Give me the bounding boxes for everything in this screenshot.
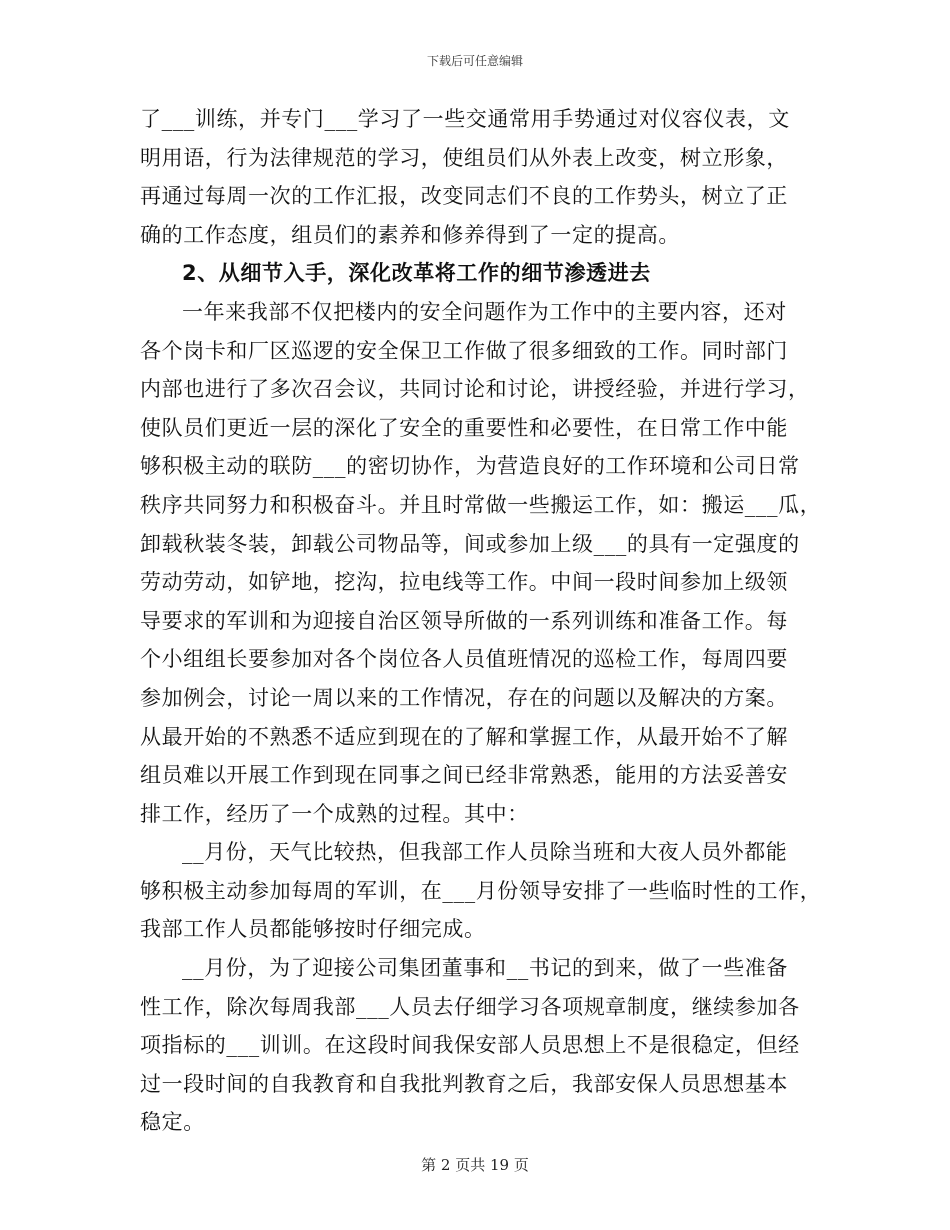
text-line: 使队员们更近一层的深化了安全的重要性和必要性，在日常工作中能 (140, 415, 788, 440)
text-line: 参加例会，讨论一周以来的工作情况，存在的问题以及解决的方案。 (140, 685, 788, 710)
page-header: 下载后可任意编辑 (426, 54, 523, 68)
text-line: __月份，天气比较热，但我部工作人员除当班和大夜人员外都能 (182, 840, 788, 865)
text-line: 了___训练，并专门___学习了一些交通常用手势通过对仪容仪表，文 (140, 107, 790, 131)
text-line: 够积极主动的联防___的密切协作，为营造良好的工作环境和公司日常 (140, 454, 800, 479)
text-line: 卸载秋装冬装，卸载公司物品等，间或参加上级___的具有一定强度的 (140, 531, 800, 556)
text-line: 个小组组长要参加对各个岗位各人员值班情况的巡检工作，每周四要 (140, 647, 788, 672)
text-line: 导要求的军训和为迎接自治区领导所做的一系列训练和准备工作。每 (140, 608, 788, 633)
text-line: 秩序共同努力和积极奋斗。并且时常做一些搬运工作，如：搬运___瓜， (140, 492, 822, 517)
text-line: 性工作，除次每周我部___人员去仔细学习各项规章制度，继续参加各 (140, 994, 800, 1019)
page-number: 第 2 页共 19 页 (421, 1156, 529, 1174)
text-line: 确的工作态度，组员们的素养和修养得到了一定的提高。 (140, 222, 680, 247)
text-line: 组员难以开展工作到现在同事之间已经非常熟悉，能用的方法妥善安 (140, 763, 788, 788)
text-line: 从最开始的不熟悉不适应到现在的了解和掌握工作，从最开始不了解 (140, 724, 788, 749)
text-line: 排工作，经历了一个成熟的过程。其中： (140, 801, 529, 826)
text-line: 够积极主动参加每周的军训，在___月份领导安排了一些临时性的工作， (140, 878, 822, 903)
section-heading: 2、从细节入手，深化改革将工作的细节渗透进去 (182, 261, 651, 286)
text-line: 项指标的___训训。在这段时间我保安部人员思想上不是很稳定，但经 (140, 1033, 800, 1058)
text-line: 稳定。 (140, 1110, 205, 1135)
text-line: 内部也进行了多次召会议，共同讨论和讨论，讲授经验，并进行学习， (140, 377, 810, 402)
text-line: 劳动劳动，如铲地，挖沟，拉电线等工作。中间一段时间参加上级领 (140, 570, 788, 595)
text-line: 再通过每周一次的工作汇报，改变同志们不良的工作势头，树立了正 (140, 184, 788, 209)
text-line: __月份，为了迎接公司集团董事和__书记的到来，做了一些准备 (182, 956, 788, 981)
text-line: 过一段时间的自我教育和自我批判教育之后，我部安保人员思想基本 (140, 1071, 788, 1096)
text-line: 我部工作人员都能够按时仔细完成。 (140, 917, 486, 942)
document-body (140, 100, 822, 1142)
text-line: 各个岗卡和厂区巡逻的安全保卫工作做了很多细致的工作。同时部门 (140, 338, 788, 363)
text-line: 一年来我部不仅把楼内的安全问题作为工作中的主要内容，还对 (182, 299, 787, 324)
text-line: 明用语，行为法律规范的学习，使组员们从外表上改变，树立形象， (140, 145, 788, 170)
